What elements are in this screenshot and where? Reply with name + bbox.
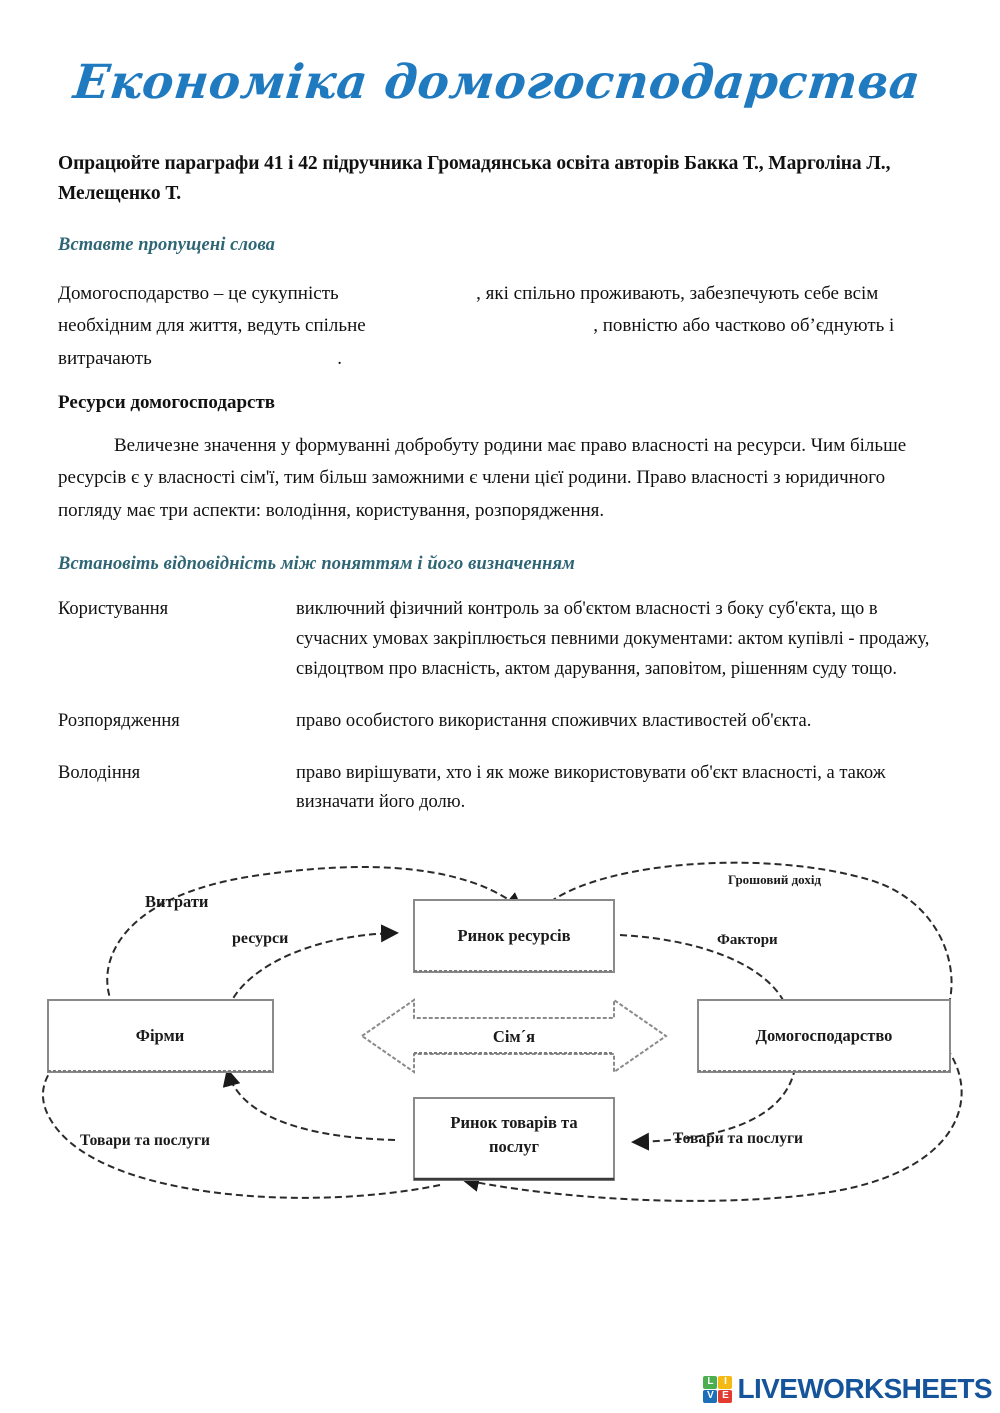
matching-term[interactable]: Користування — [58, 598, 169, 619]
matching-definition[interactable]: право особистого використання споживчих властивостей об'єкта. — [296, 710, 812, 731]
matching-term[interactable]: Розпорядження — [58, 710, 180, 731]
diagram-edge-label-resources: ресурси — [232, 930, 289, 948]
diagram-edge-label-money-income: Грошовий дохід — [728, 872, 822, 888]
logo-tile-i: I — [718, 1376, 732, 1389]
diagram-box-label-goods-market-line2: послуг — [488, 1137, 540, 1157]
fill-text-segment-2: , які спільно проживають, забезпечують себе всім необхідним для життя, ведуть спільне — [58, 282, 879, 337]
matching-row[interactable] — [58, 595, 942, 685]
logo-tiles — [703, 1376, 732, 1403]
logo-wordmark: LIVEWORKSHEETS — [737, 1373, 992, 1404]
diagram-box-households — [698, 1000, 950, 1072]
diagram-edge-label-goods-right: Товари та послуги — [673, 1130, 803, 1148]
section-heading-fill-blanks: Вставте пропущені слова — [58, 234, 276, 255]
diagram-box-resource-market — [414, 900, 614, 972]
logo-tile-e: E — [718, 1390, 732, 1403]
diagram-box-label-resource-market: Ринок ресурсів — [457, 926, 571, 946]
blank-input-2[interactable] — [370, 315, 588, 337]
fill-in-the-blank-paragraph — [58, 278, 942, 376]
matching-list — [58, 595, 942, 819]
blank-input-3[interactable] — [157, 348, 333, 370]
diagram-box-label-households: Домогосподарство — [755, 1026, 893, 1046]
matching-term[interactable]: Володіння — [58, 762, 141, 783]
diagram-box-label-firms: Фірми — [135, 1026, 185, 1046]
subheading-resources: Ресурси домогосподарств — [58, 391, 276, 413]
blank-input-1[interactable] — [343, 283, 471, 305]
fill-text-segment-4: . — [337, 347, 342, 369]
liveworksheets-logo[interactable] — [703, 1375, 992, 1403]
matching-definition[interactable]: виключний фізичний контроль за об'єктом власності з боку суб'єкта, що в сучасних умовах закріплюється певними документами: актом купівлі - продажу, свідоцтвом про власність, актом дарування, заповітом, рішенням суду тощо. — [296, 598, 930, 679]
matching-row[interactable] — [58, 707, 942, 737]
diagram-edge-label-costs: Витрати — [145, 892, 209, 912]
diagram-edge-label-factors: Фактори — [717, 932, 778, 949]
matching-row[interactable] — [58, 759, 942, 819]
diagram-box-firms — [48, 1000, 273, 1072]
section-heading-matching: Встановіть відповідність між поняттям і його визначенням — [58, 553, 575, 574]
resources-paragraph: Величезне значення у формуванні добробуту родини має право власності на ресурси. Чим більше ресурсів є у власності сім'ї, тим більш заможними є члени цієї родини. Право власності з юридичного погляду має три аспекти: володіння, користування, розпорядження. — [58, 434, 907, 521]
matching-definition[interactable]: право вирішувати, хто і як може використовувати об'єкт власності, а також визначати його долю. — [296, 762, 886, 813]
fill-text-segment-1: Домогосподарство – це сукупність — [58, 282, 339, 304]
diagram-double-arrow-family — [362, 1000, 666, 1072]
page-title: Економіка домогосподарства — [70, 55, 924, 110]
diagram-box-label-goods-market-line1: Ринок товарів та — [450, 1113, 578, 1133]
fill-text-segment-3: , повністю або частково об’єднують і витрачають — [58, 315, 895, 369]
diagram-double-arrow-label-family: Сім´я — [492, 1027, 536, 1047]
logo-tile-v: V — [703, 1390, 717, 1403]
instruction-paragraph: Опрацюйте параграфи 41 і 42 підручника Громадянська освіта авторів Бакка Т., Марголіна Л., Мелещенко Т. — [58, 153, 891, 204]
circular-flow-diagram — [10, 840, 1000, 1210]
logo-tile-l: L — [703, 1376, 717, 1389]
diagram-edge-label-goods-left: Товари та послуги — [80, 1132, 210, 1150]
diagram-box-goods-market — [414, 1098, 614, 1180]
edge-goods-to-firms-path — [228, 1072, 395, 1140]
